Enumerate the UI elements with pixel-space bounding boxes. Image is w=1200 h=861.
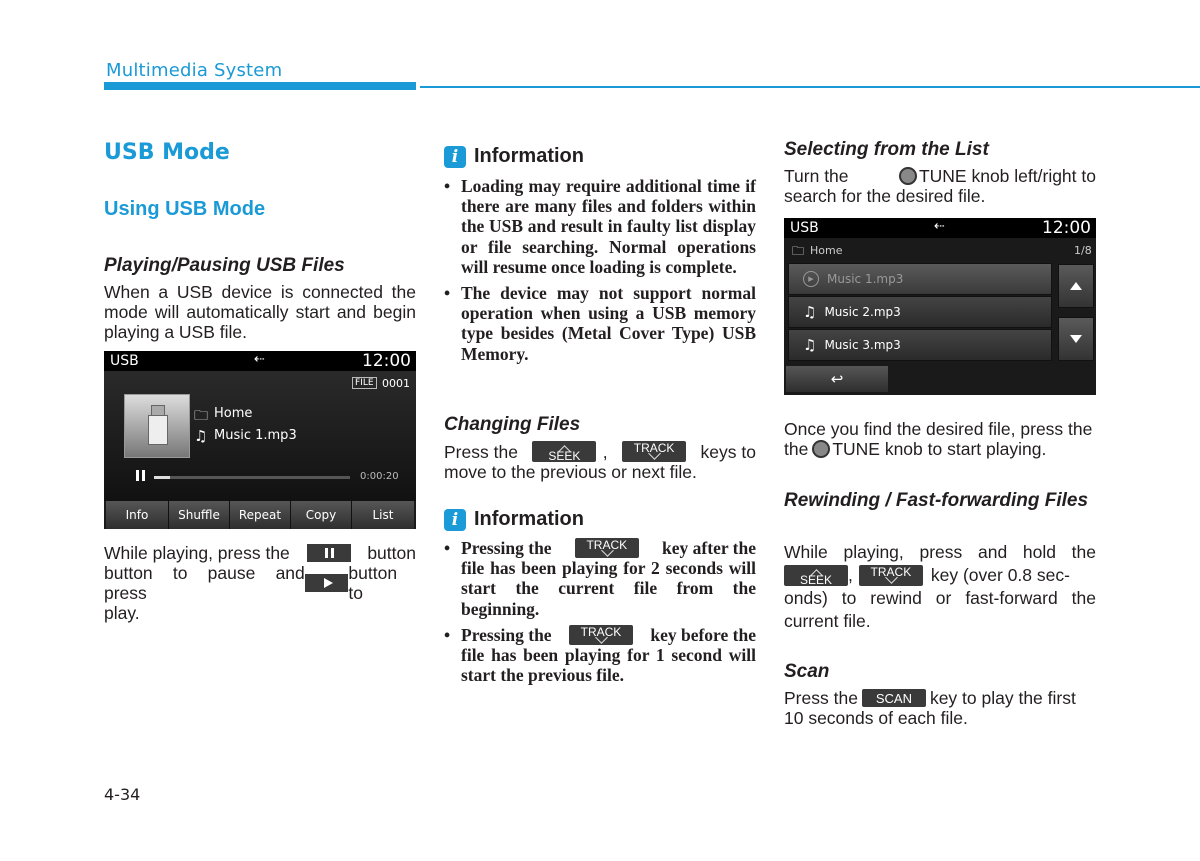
- folder-icon: 🗀: [194, 408, 208, 424]
- repeat-button[interactable]: Repeat: [230, 501, 291, 529]
- info-list-2: [444, 538, 756, 685]
- seek-key: SEEK: [784, 565, 848, 586]
- list-item-label: Music 2.mp3: [824, 305, 901, 319]
- list-item-label: Music 3.mp3: [824, 338, 901, 352]
- list-item[interactable]: [788, 296, 1052, 328]
- play-circle-icon: ▶: [803, 271, 819, 287]
- list-item[interactable]: [788, 263, 1052, 295]
- header-rule-thick: [104, 82, 416, 90]
- list-item: • Loading may require additional time if there are many files and folders within the USB and result in faulty list display or file searching. Normal operations will resume once loading is complete.: [444, 176, 756, 277]
- track-key: TRACK: [569, 625, 633, 645]
- status-bar: [104, 351, 416, 371]
- track-key: TRACK: [575, 538, 639, 558]
- usb-icon: ⇠: [934, 219, 945, 234]
- track-key: TRACK: [622, 441, 686, 462]
- folder-icon: 🗀: [792, 244, 805, 258]
- paragraph-select: Turn the TUNE knob left/right to search for the desired file.: [784, 166, 1096, 206]
- usb-list-screen: [784, 218, 1096, 395]
- section-title: Multimedia System: [106, 60, 283, 81]
- usb-icon: ⇠: [254, 352, 265, 367]
- music-note-icon: ♫: [194, 427, 208, 445]
- info-heading-2: i Information: [444, 508, 584, 531]
- folder-name: Home: [810, 244, 843, 257]
- page-number: 4-34: [104, 785, 141, 804]
- track-key: TRACK: [859, 565, 923, 586]
- heading-select: Selecting from the List: [784, 139, 989, 160]
- track-name: Music 1.mp3: [214, 428, 297, 443]
- info-icon: i: [444, 509, 466, 531]
- scan-key: SCAN: [862, 689, 926, 707]
- info-button[interactable]: Info: [106, 501, 169, 529]
- info-icon: i: [444, 146, 466, 168]
- file-number: 0001: [382, 377, 410, 390]
- list-item[interactable]: [788, 329, 1052, 361]
- heading-rewind: Rewinding / Fast-forwarding Files: [784, 490, 1089, 511]
- scroll-down-button[interactable]: [1058, 317, 1094, 361]
- source-label: USB: [110, 353, 139, 369]
- info-list-1: [444, 176, 756, 370]
- page-title: USB Mode: [104, 140, 230, 165]
- progress-track[interactable]: [154, 476, 350, 479]
- progress-fill: [154, 476, 170, 479]
- paragraph-rewind: While playing, press and hold the SEEK , TRACK key (over 0.8 sec- onds) to rewind or fast-forward the current file.: [784, 542, 1096, 631]
- heading-changing: Changing Files: [444, 414, 581, 435]
- header-rule-thin: [420, 86, 1200, 88]
- pause-icon[interactable]: [136, 470, 139, 481]
- paragraph-scan: Press the SCAN key to play the first 10 seconds of each file.: [784, 688, 1076, 728]
- arrow-up-icon: [1070, 282, 1082, 290]
- list-button[interactable]: List: [352, 501, 414, 529]
- list-item-label: Music 1.mp3: [827, 272, 904, 286]
- heading-playing: Playing/Pausing USB Files: [104, 255, 345, 276]
- now-playing-area: [104, 371, 416, 501]
- list-item: • The device may not support normal operation when using a USB memory type besides (Metal Cover Type) USB Memory.: [444, 283, 756, 364]
- tune-knob-icon: [812, 440, 830, 458]
- status-bar: [784, 218, 1096, 238]
- paragraph-pause: While playing, press the button button to pause and press button to play.: [104, 543, 416, 623]
- info-heading-1: i Information: [444, 145, 584, 168]
- shuffle-button[interactable]: Shuffle: [169, 501, 230, 529]
- album-art: [124, 394, 190, 458]
- play-button-image: [305, 574, 349, 592]
- heading-scan: Scan: [784, 661, 830, 682]
- arrow-down-icon: [1070, 335, 1082, 343]
- back-button[interactable]: [786, 366, 888, 392]
- folder-name: Home: [214, 406, 253, 421]
- back-arrow-icon: ↩: [830, 370, 844, 388]
- usb-playing-screen: [104, 351, 416, 529]
- tune-knob-icon: [899, 167, 917, 185]
- elapsed-time: 0:00:20: [360, 471, 399, 482]
- copy-button[interactable]: Copy: [291, 501, 352, 529]
- paragraph-changing: Press the SEEK , TRACK keys to move to the previous or next file.: [444, 441, 756, 482]
- source-label: USB: [790, 220, 819, 236]
- file-tag: FILE: [352, 377, 377, 389]
- subtitle: Using USB Mode: [104, 198, 266, 220]
- list-item: • Pressing the TRACK key after the file has been playing for 2 seconds will start the current file from the beginning.: [444, 538, 756, 619]
- music-note-icon: ♫: [803, 336, 817, 354]
- music-note-icon: ♫: [803, 303, 817, 321]
- paragraph-playing: When a USB device is connected the mode will automatically start and begin playing a USB file.: [104, 282, 416, 342]
- seek-key: SEEK: [532, 441, 596, 462]
- page-indicator: 1/8: [1074, 244, 1092, 257]
- clock: 12:00: [362, 351, 411, 371]
- clock: 12:00: [1042, 218, 1091, 238]
- scroll-up-button[interactable]: [1058, 264, 1094, 308]
- pause-button-image: [307, 544, 351, 562]
- list-item: • Pressing the TRACK key before the file has been playing for 1 second will start the previous file.: [444, 624, 756, 686]
- paragraph-found: Once you find the desired file, press the the TUNE knob to start playing.: [784, 419, 1093, 459]
